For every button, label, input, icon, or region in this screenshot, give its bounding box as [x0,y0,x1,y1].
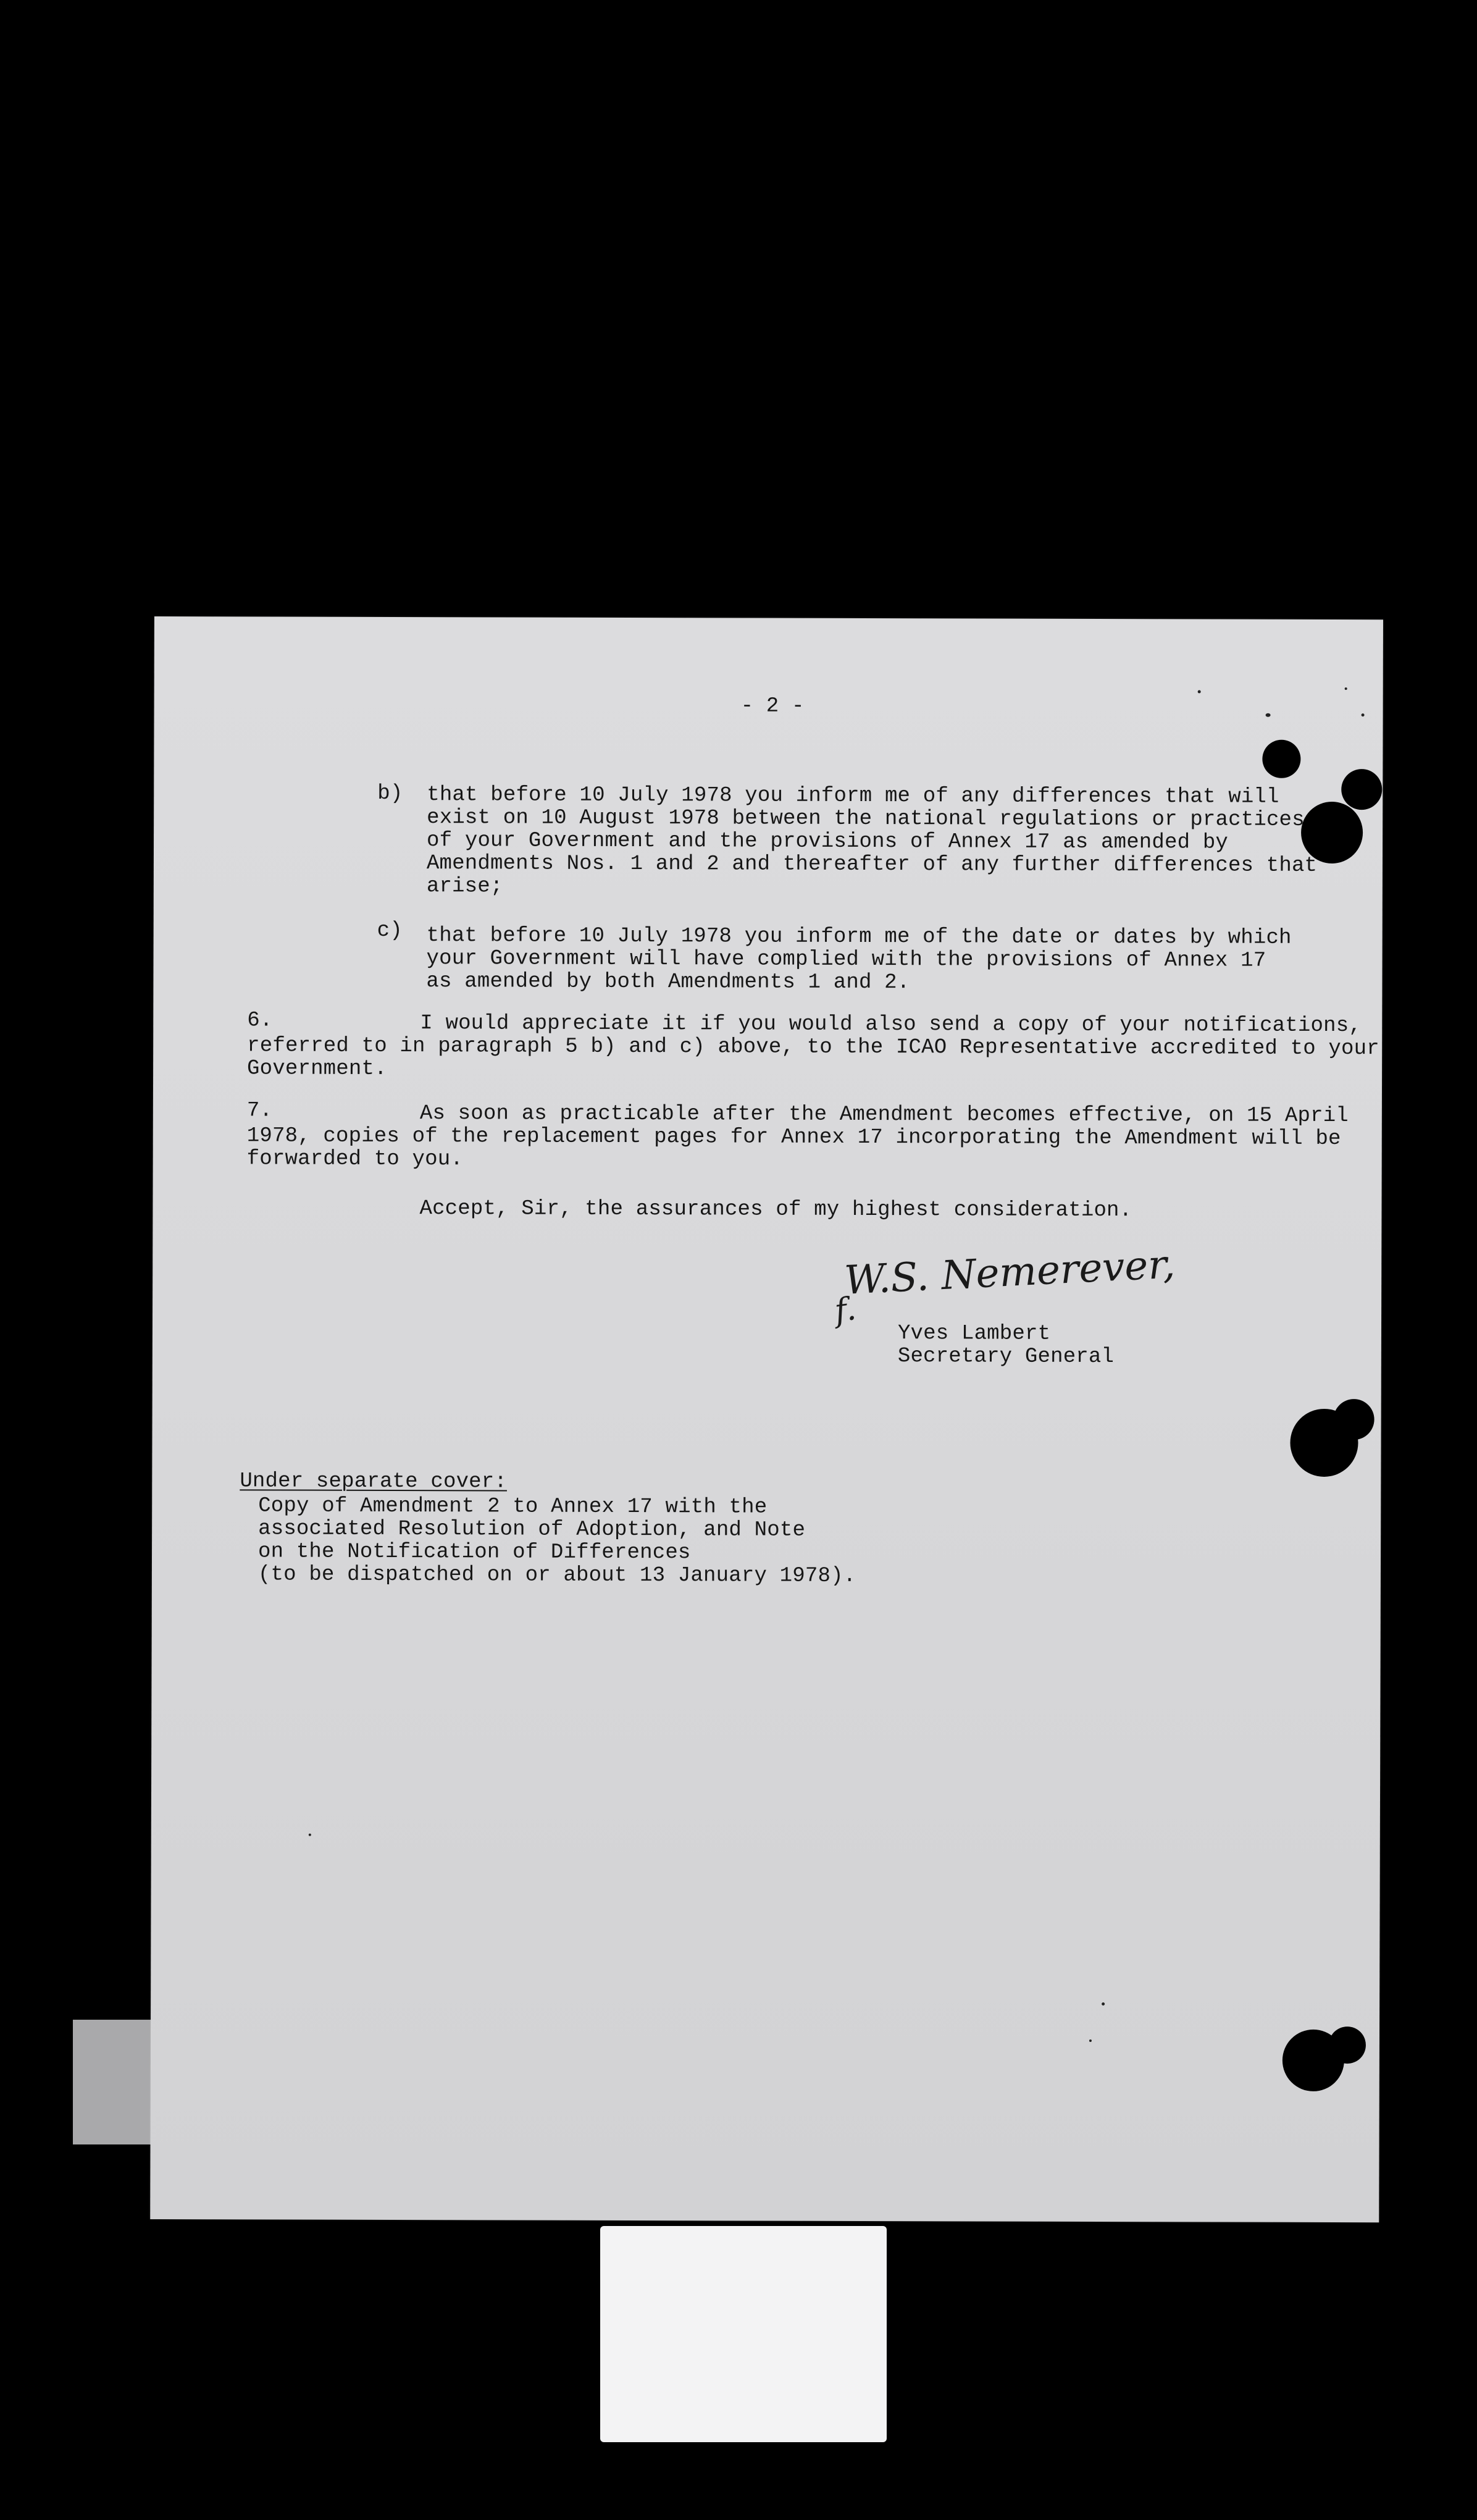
document-page [150,616,1383,2222]
para-6-text [247,1035,1379,1083]
item-b-text [427,784,1318,901]
signatory-name: Yves Lambert [897,1322,1051,1346]
signatory-title: Secretary General [897,1345,1115,1369]
item-c-text [426,925,1291,996]
punch-hole [1329,2026,1366,2064]
para-7-number: 7. [246,1099,273,1123]
punch-hole [1262,740,1300,778]
text-line: of your Government and the provisions of Annex 17 as amended by [427,829,1229,855]
item-b-label: b) [377,781,403,806]
text-line: Amendments Nos. 1 and 2 and thereafter of any further differences that [426,852,1318,878]
text-line: on the Notification of Differences [257,1540,691,1565]
para-7-first-line: As soon as practicable after the Amendment becomes effective, on 15 April [419,1102,1349,1128]
text-line: referred to in paragraph 5 b) and c) above, to the ICAO Representative accredited to your [247,1034,1379,1061]
text-line: that before 10 July 1978 you inform me of any differences that will [427,783,1279,809]
text-line: as amended by both Amendments 1 and 2. [426,970,910,995]
text-line: exist on 10 August 1978 between the national regulations or practices [427,806,1305,832]
text-line: your Government will have complied with the provisions of Annex 17 [426,947,1266,973]
text-line: 1978, copies of the replacement pages for Annex 17 incorporating the Amendment will be [246,1124,1341,1151]
text-line: (to be dispatched on or about 13 January 1978). [257,1563,856,1588]
white-card [600,2226,887,2442]
text-line: forwarded to you. [246,1147,464,1172]
enclosure-text [258,1495,856,1588]
text-line: arise; [426,875,503,899]
text-line: that before 10 July 1978 you inform me of the date or dates by which [426,924,1292,950]
para-6-first-line: I would appreciate it if you would also send a copy of your notifications, [420,1012,1362,1038]
para-7-text [247,1125,1341,1174]
punch-hole [1341,769,1382,810]
text-line: Government. [247,1057,387,1081]
item-c-label: c) [377,918,403,943]
enclosure-heading: Under separate cover: [240,1469,508,1494]
paper-specks [154,616,1383,620]
page-number: - 2 - [740,694,805,718]
handwritten-signature: W.S. Nemerever, [843,1241,1176,1304]
text-line: associated Resolution of Adoption, and Note [258,1517,806,1542]
closing-line: Accept, Sir, the assurances of my highest consideration. [419,1197,1132,1223]
text-line: Copy of Amendment 2 to Annex 17 with the [258,1494,768,1519]
punch-hole [1334,1399,1374,1440]
para-6-number: 6. [247,1009,273,1033]
handwritten-for-mark: f. [832,1290,858,1330]
